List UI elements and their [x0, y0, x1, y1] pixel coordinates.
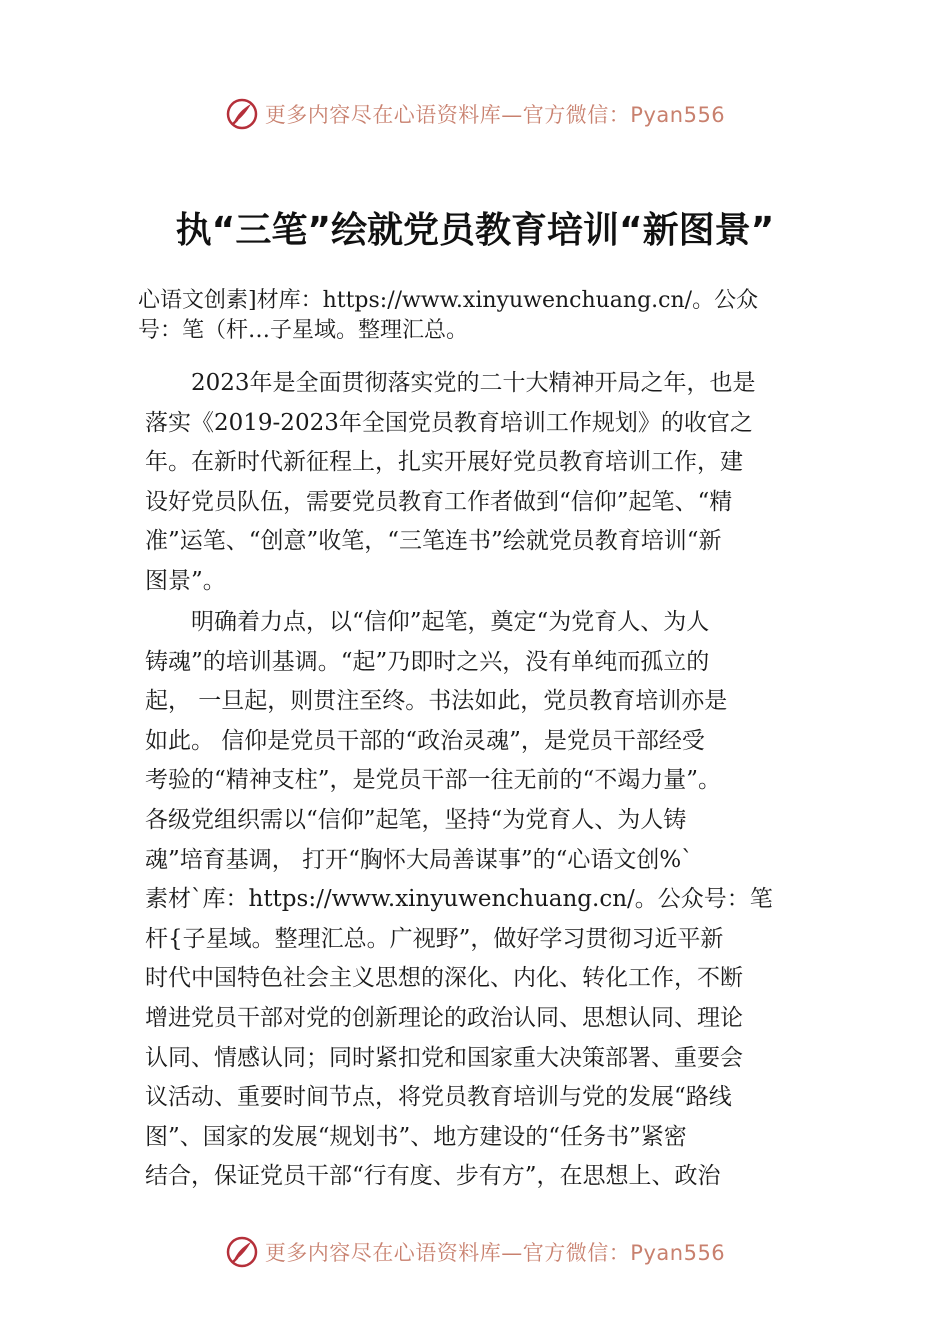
- text-line: 认同、情感认同；同时紧扣党和国家重大决策部署、重要会: [145, 1044, 743, 1071]
- text-line: 图”、国家的发展“规划书”、地方建设的“任务书”紧密: [145, 1123, 687, 1150]
- text-line: 2023年是全面贯彻落实党的二十大精神开局之年，也是: [145, 370, 756, 396]
- brush-pen-logo-icon: [225, 1235, 259, 1269]
- source-line: 心语文创素]材库：https://www.xinyuwenchuang.cn/。公众: [138, 288, 759, 313]
- text-line: 时代中国特色社会主义思想的深化、内化、转化工作，不断: [145, 965, 743, 992]
- text-line: 明确着力点，以“信仰”起笔，奠定“为党育人、为人: [145, 609, 710, 635]
- text-line: 起， 一旦起，则贯注至终。书法如此，党员教育培训亦是: [145, 688, 728, 715]
- text-line: 设好党员队伍，需要党员教育工作者做到“信仰”起笔、“精: [145, 488, 733, 515]
- text-line: 落实《2019-2023年全国党员教育培训工作规划》的收官之: [145, 409, 753, 436]
- banner-text: 更多内容尽在心语资料库—官方微信：Pyan556: [264, 1241, 726, 1265]
- paragraph-belief: [145, 603, 845, 1197]
- text-line: 魂”培育基调， 打开“胸怀大局善谋事”的“心语文创%`: [145, 846, 693, 873]
- document-title: 执“三笔”绘就党员教育培训“新图景”: [175, 210, 775, 251]
- text-line: 各级党组织需以“信仰”起笔，坚持“为党育人、为人铸: [145, 806, 687, 833]
- brush-pen-logo-icon: [225, 97, 259, 131]
- text-line: 年。在新时代新征程上，扎实开展好党员教育培训工作，建: [145, 449, 743, 476]
- text-line: 增进党员干部对党的创新理论的政治认同、思想认同、理论: [145, 1004, 743, 1031]
- banner-text: 更多内容尽在心语资料库—官方微信：Pyan556: [264, 103, 726, 127]
- paragraph-intro: [145, 364, 845, 602]
- text-line: 杆{子星域。整理汇总。广视野”，做好学习贯彻习近平新: [145, 925, 724, 952]
- text-line: 准”运笔、“创意”收笔，“三笔连书”绘就党员教育培训“新: [145, 528, 722, 555]
- text-line: 考验的“精神支柱”，是党员干部一往无前的“不竭力量”。: [145, 767, 722, 794]
- source-line: 号：笔（杆…子星域。整理汇总。: [138, 318, 469, 343]
- footer-banner: [0, 1232, 950, 1272]
- text-line: 如此。 信仰是党员干部的“政治灵魂”，是党员干部经受: [145, 727, 705, 754]
- text-line: 议活动、重要时间节点，将党员教育培训与党的发展“路线: [145, 1084, 732, 1111]
- text-line: 素材`库：https://www.xinyuwenchuang.cn/。公众号：笔: [145, 886, 773, 913]
- text-line: 铸魂”的培训基调。“起”乃即时之兴，没有单纯而孤立的: [145, 648, 710, 675]
- source-note: [138, 286, 828, 346]
- header-banner: [0, 94, 950, 134]
- text-line: 图景”。: [145, 567, 226, 594]
- text-line: 结合，保证党员干部“行有度、步有方”，在思想上、政治: [145, 1163, 721, 1190]
